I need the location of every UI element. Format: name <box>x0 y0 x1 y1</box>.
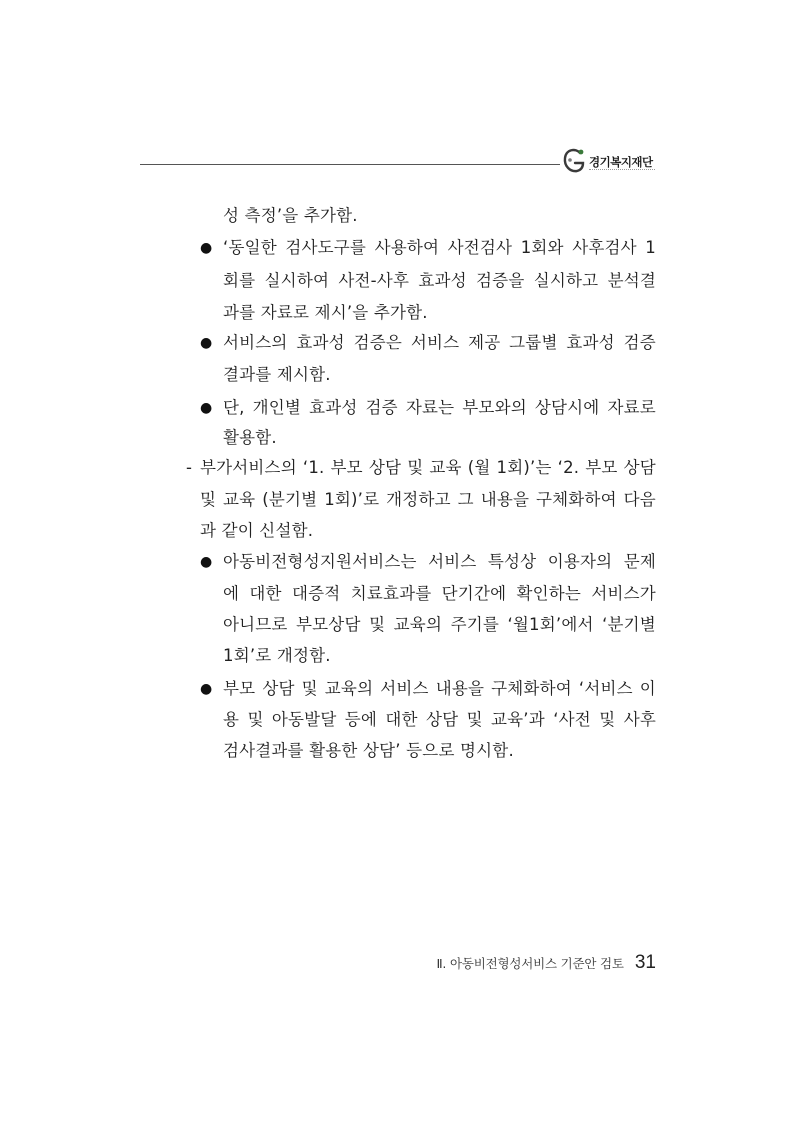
logo <box>562 147 662 177</box>
body-line: 및 교육 (분기별 1회)’로 개정하고 그 내용을 구체화하여 다음 <box>200 490 656 509</box>
body-line: ‘동일한 검사도구를 사용하여 사전검사 1회와 사후검사 1 <box>223 238 656 257</box>
foundation-logo-icon <box>562 147 586 175</box>
bullet-icon: ● <box>200 240 213 256</box>
bullet-icon: ● <box>200 400 213 416</box>
bullet-icon: ● <box>200 554 213 570</box>
body-line: 검사결과를 활용한 상담’ 등으로 명시함. <box>223 741 514 760</box>
body-line: 부모 상담 및 교육의 서비스 내용을 구체화하여 ‘서비스 이 <box>223 679 656 698</box>
bullet-icon: ● <box>200 335 213 351</box>
body-line: 아니므로 부모상담 및 교육의 주기를 ‘월1회’에서 ‘분기별 <box>223 615 656 634</box>
dash-marker: - <box>186 458 192 477</box>
body-line: 성 측정’을 추가함. <box>223 206 358 225</box>
body-line: 회를 실시하여 사전-사후 효과성 검증을 실시하고 분석결 <box>223 271 656 290</box>
body-line: 아동비전형성지원서비스는 서비스 특성상 이용자의 문제 <box>223 552 656 571</box>
body-line: 서비스의 효과성 검증은 서비스 제공 그룹별 효과성 검증 <box>223 333 656 352</box>
page-number: 31 <box>634 952 656 973</box>
body-line: 활용함. <box>223 428 277 447</box>
page-footer <box>300 952 656 978</box>
footer-section-title: Ⅱ. 아동비전형성서비스 기준안 검토 <box>436 956 624 971</box>
body-line: 1회’로 개정함. <box>223 646 331 665</box>
body-line: 결과를 제시함. <box>223 365 331 384</box>
body-line: 과를 자료로 제시’을 추가함. <box>223 303 428 322</box>
logo-subtitle <box>589 169 655 173</box>
body-line: 단, 개인별 효과성 검증 자료는 부모와의 상담시에 자료로 <box>223 398 656 417</box>
body-line: 부가서비스의 ‘1. 부모 상담 및 교육 (월 1회)’는 ‘2. 부모 상담 <box>200 458 656 477</box>
header-rule <box>140 164 560 165</box>
bullet-icon: ● <box>200 681 213 697</box>
body-line: 용 및 아동발달 등에 대한 상담 및 교육’과 ‘사전 및 사후 <box>223 710 656 729</box>
body-line: 에 대한 대증적 치료효과를 단기간에 확인하는 서비스가 <box>223 584 656 603</box>
logo-text: 경기복지재단 <box>589 155 653 169</box>
body-line: 과 같이 신설함. <box>200 521 314 540</box>
